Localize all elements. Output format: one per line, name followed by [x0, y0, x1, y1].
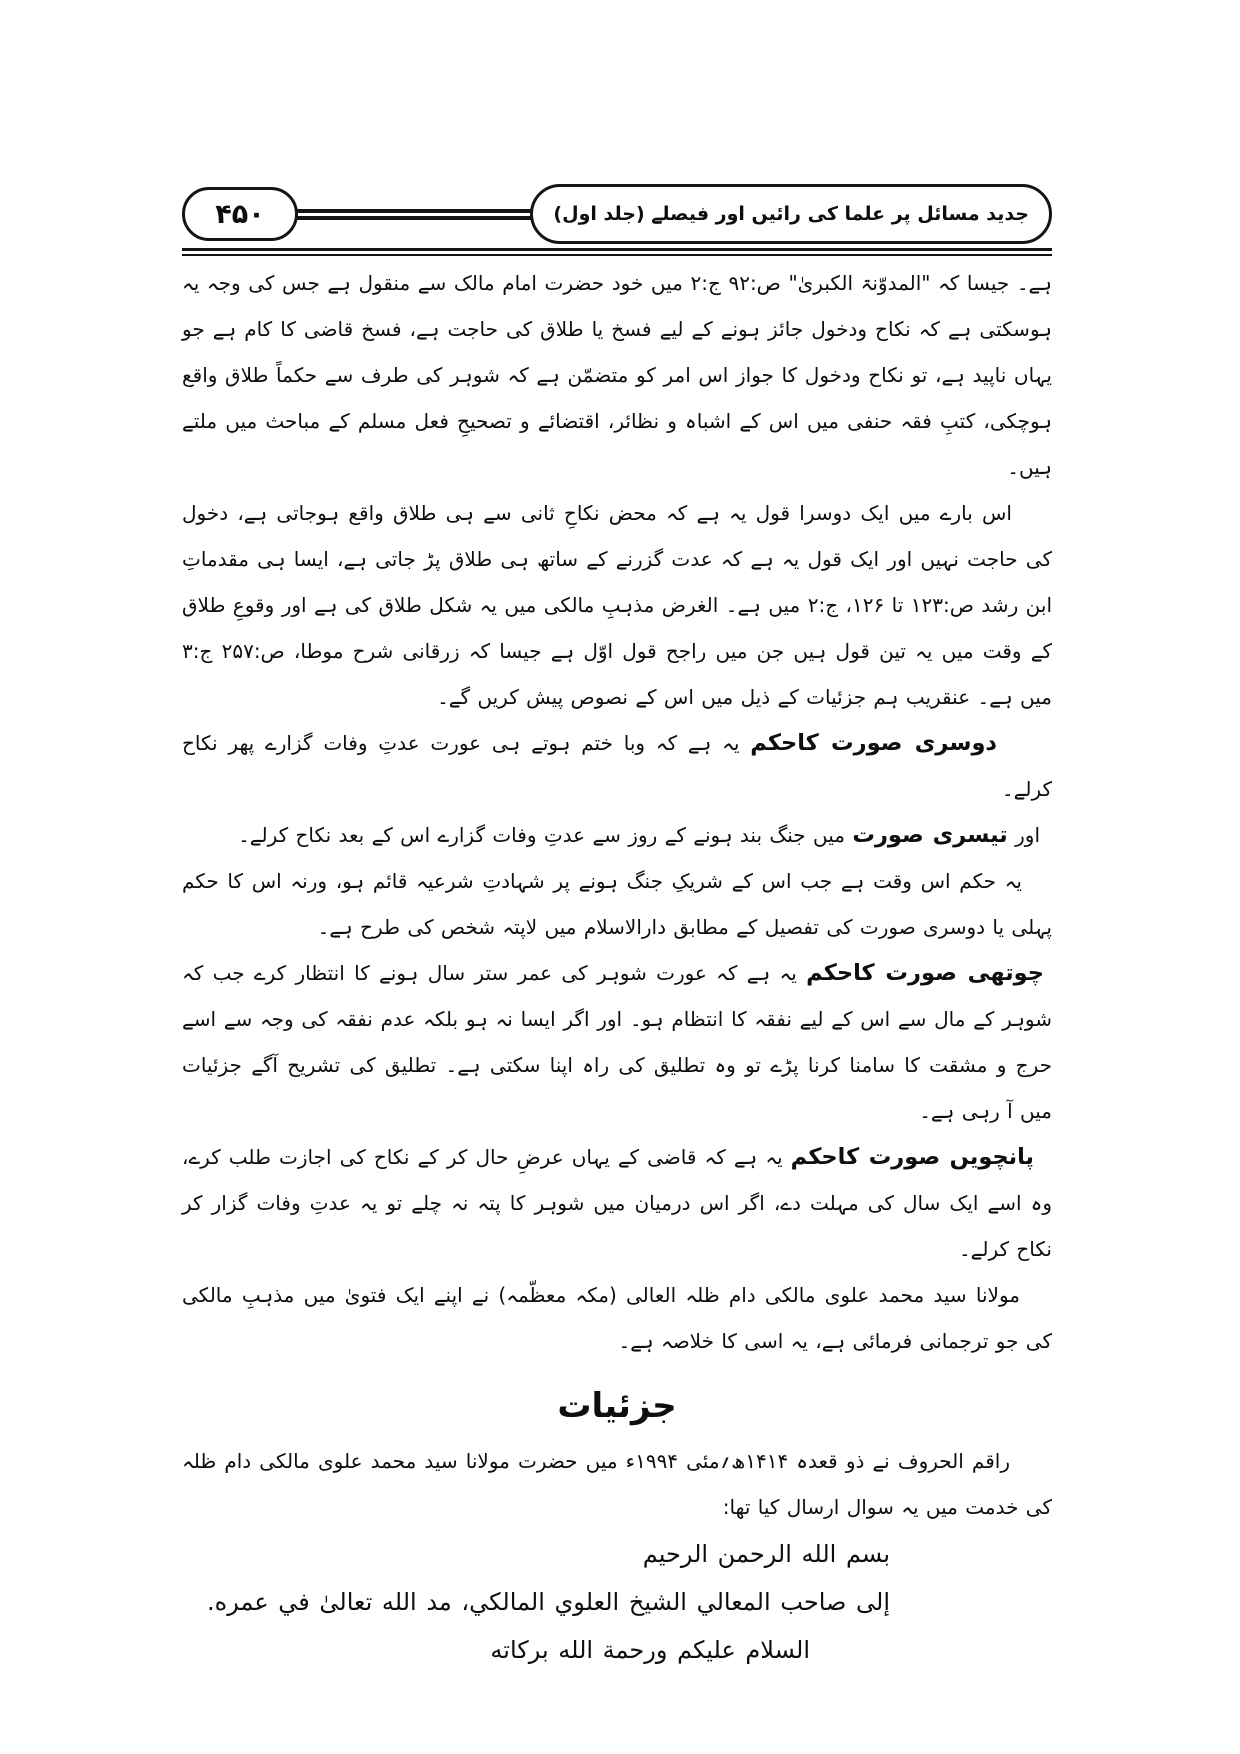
- section-heading: [182, 1380, 1052, 1432]
- body-paragraph: [182, 260, 1052, 490]
- bold-section-lead: چوتھی صورت کاحکم: [806, 960, 1044, 986]
- body-paragraph: [182, 858, 1052, 950]
- text-run: راقم الحروف نے ذو قعدہ ۱۴۱۴ھ؍مئی ۱۹۹۴ء میں حضرت مولانا سید محمد علوی مالکی دام ظلہ کی خدمت میں یہ سوال ارسال کیا تھا:: [182, 1449, 1052, 1519]
- body-paragraph: [182, 1134, 1052, 1272]
- text-run: بسم الله الرحمن الرحيم: [642, 1540, 890, 1568]
- header-divider-rule: [182, 248, 1052, 256]
- text-run: یہ ہے کہ وبا ختم ہوتے ہی عورت عدتِ وفات گزارے پھر نکاح کرلے۔: [182, 731, 1052, 801]
- page-body-text: [182, 260, 1052, 1674]
- arabic-letter-line: [182, 1626, 1052, 1674]
- bold-section-lead: تیسری صورت: [852, 822, 1008, 848]
- body-paragraph: [182, 1272, 1052, 1364]
- text-run: اور: [1007, 823, 1040, 847]
- text-run: ہے۔ جیسا کہ "المدوّنۃ الکبریٰ" ص:۹۲ ج:۲ میں خود حضرت امام مالک سے منقول ہے جس کی وجہ یہ ہوسکتی ہے کہ نکاح ودخول جائز ہونے کے لیے فسخ یا طلاق کی حاجت ہے، فسخ قاضی کا کام ہے جو یہاں ناپید ہے، تو نکاح ودخول کا جواز اس امر کو متضمّن ہے کہ شوہر کی طرف سے حکماً طلاق واقع ہوچکی، کتبِ فقہ حنفی میں اس کے اشباہ و نظائر، اقتضائے و تصحیحِ فعل مسلم کے مباحث میں ملتے ہیں۔: [182, 271, 1052, 479]
- body-paragraph: [182, 720, 1052, 812]
- body-paragraph: [182, 1438, 1052, 1530]
- text-run: یہ ہے کہ عورت شوہر کی عمر ستر سال ہونے کا انتظار کرے جب کہ شوہر کے مال سے اس کے لیے نفقہ کا انتظام ہو۔ اور اگر ایسا نہ ہو بلکہ عدم نفقہ کی وجہ سے اسے حرج و مشقت کا سامنا کرنا پڑے تو وہ تطلیق کی راہ اپنا سکتی ہے۔ تطلیق کی تشریح آگے جزئیات میں آ رہی ہے۔: [182, 961, 1052, 1123]
- text-run: مولانا سید محمد علوی مالکی دام ظلہ العالی (مکہ معظّمہ) نے اپنے ایک فتویٰ میں مذہبِ مالکی کی جو ترجمانی فرمائی ہے، یہ اسی کا خلاصہ ہے۔: [182, 1283, 1052, 1353]
- text-run: یہ ہے کہ قاضی کے یہاں عرضِ حال کر کے نکاح کی اجازت طلب کرے، وہ اسے ایک سال کی مہلت دے، اگر اس درمیان میں شوہر کا پتہ نہ چلے تو یہ عدتِ وفات گزار کر نکاح کرلے۔: [182, 1145, 1052, 1261]
- arabic-letter-line: [182, 1578, 1052, 1626]
- book-title: جدید مسائل پر علما کی رائیں اور فیصلے (جلد اول): [553, 203, 1029, 225]
- bold-section-lead: دوسری صورت کاحکم: [750, 730, 997, 756]
- page-number: ۴۵۰: [215, 198, 265, 230]
- text-run: السلام عليكم ورحمة الله بركاته: [490, 1636, 810, 1664]
- body-paragraph: [182, 490, 1052, 720]
- bold-section-lead: پانچویں صورت کاحکم: [790, 1144, 1035, 1170]
- text-run: اس بارے میں ایک دوسرا قول یہ ہے کہ محض نکاحِ ثانی سے ہی طلاق واقع ہوجاتی ہے، دخول کی حاجت نہیں اور ایک قول یہ ہے کہ عدت گزرنے کے ساتھ ہی طلاق پڑ جاتی ہے، ایسا ہی مقدماتِ ابن رشد ص:۱۲۳ تا ۱۲۶، ج:۲ میں ہے۔ الغرض مذہبِ مالکی میں یہ شکل طلاق کی ہے اور وقوعِ طلاق کے وقت میں یہ تین قول ہیں جن میں راجح قول اوّل ہے جیسا کہ زرقانی شرح موطا، ص:۲۵۷ ج:۳ میں ہے۔ عنقریب ہم جزئیات کے ذیل میں اس کے نصوص پیش کریں گے۔: [182, 501, 1052, 709]
- page-header: [182, 184, 1052, 244]
- text-run: یہ حکم اس وقت ہے جب اس کے شریکِ جنگ ہونے پر شہادتِ شرعیہ قائم ہو، ورنہ اس کا حکم پہلی یا دوسری صورت کی تفصیل کے مطابق دارالاسلام میں لاپتہ شخص کی طرح ہے۔: [182, 869, 1052, 939]
- header-connector-rule: [292, 209, 536, 220]
- book-title-badge: [530, 184, 1052, 244]
- text-run: میں جنگ بند ہونے کے روز سے عدتِ وفات گزارے اس کے بعد نکاح کرلے۔: [238, 823, 853, 847]
- body-paragraph: [182, 950, 1052, 1134]
- body-paragraph: [182, 812, 1052, 858]
- page-number-badge: [182, 187, 298, 241]
- text-run: إلى صاحب المعالي الشيخ العلوي المالكي، مد الله تعالىٰ في عمره.: [207, 1588, 890, 1616]
- arabic-letter-line: [182, 1530, 1052, 1578]
- text-run: جزئیات: [557, 1386, 677, 1426]
